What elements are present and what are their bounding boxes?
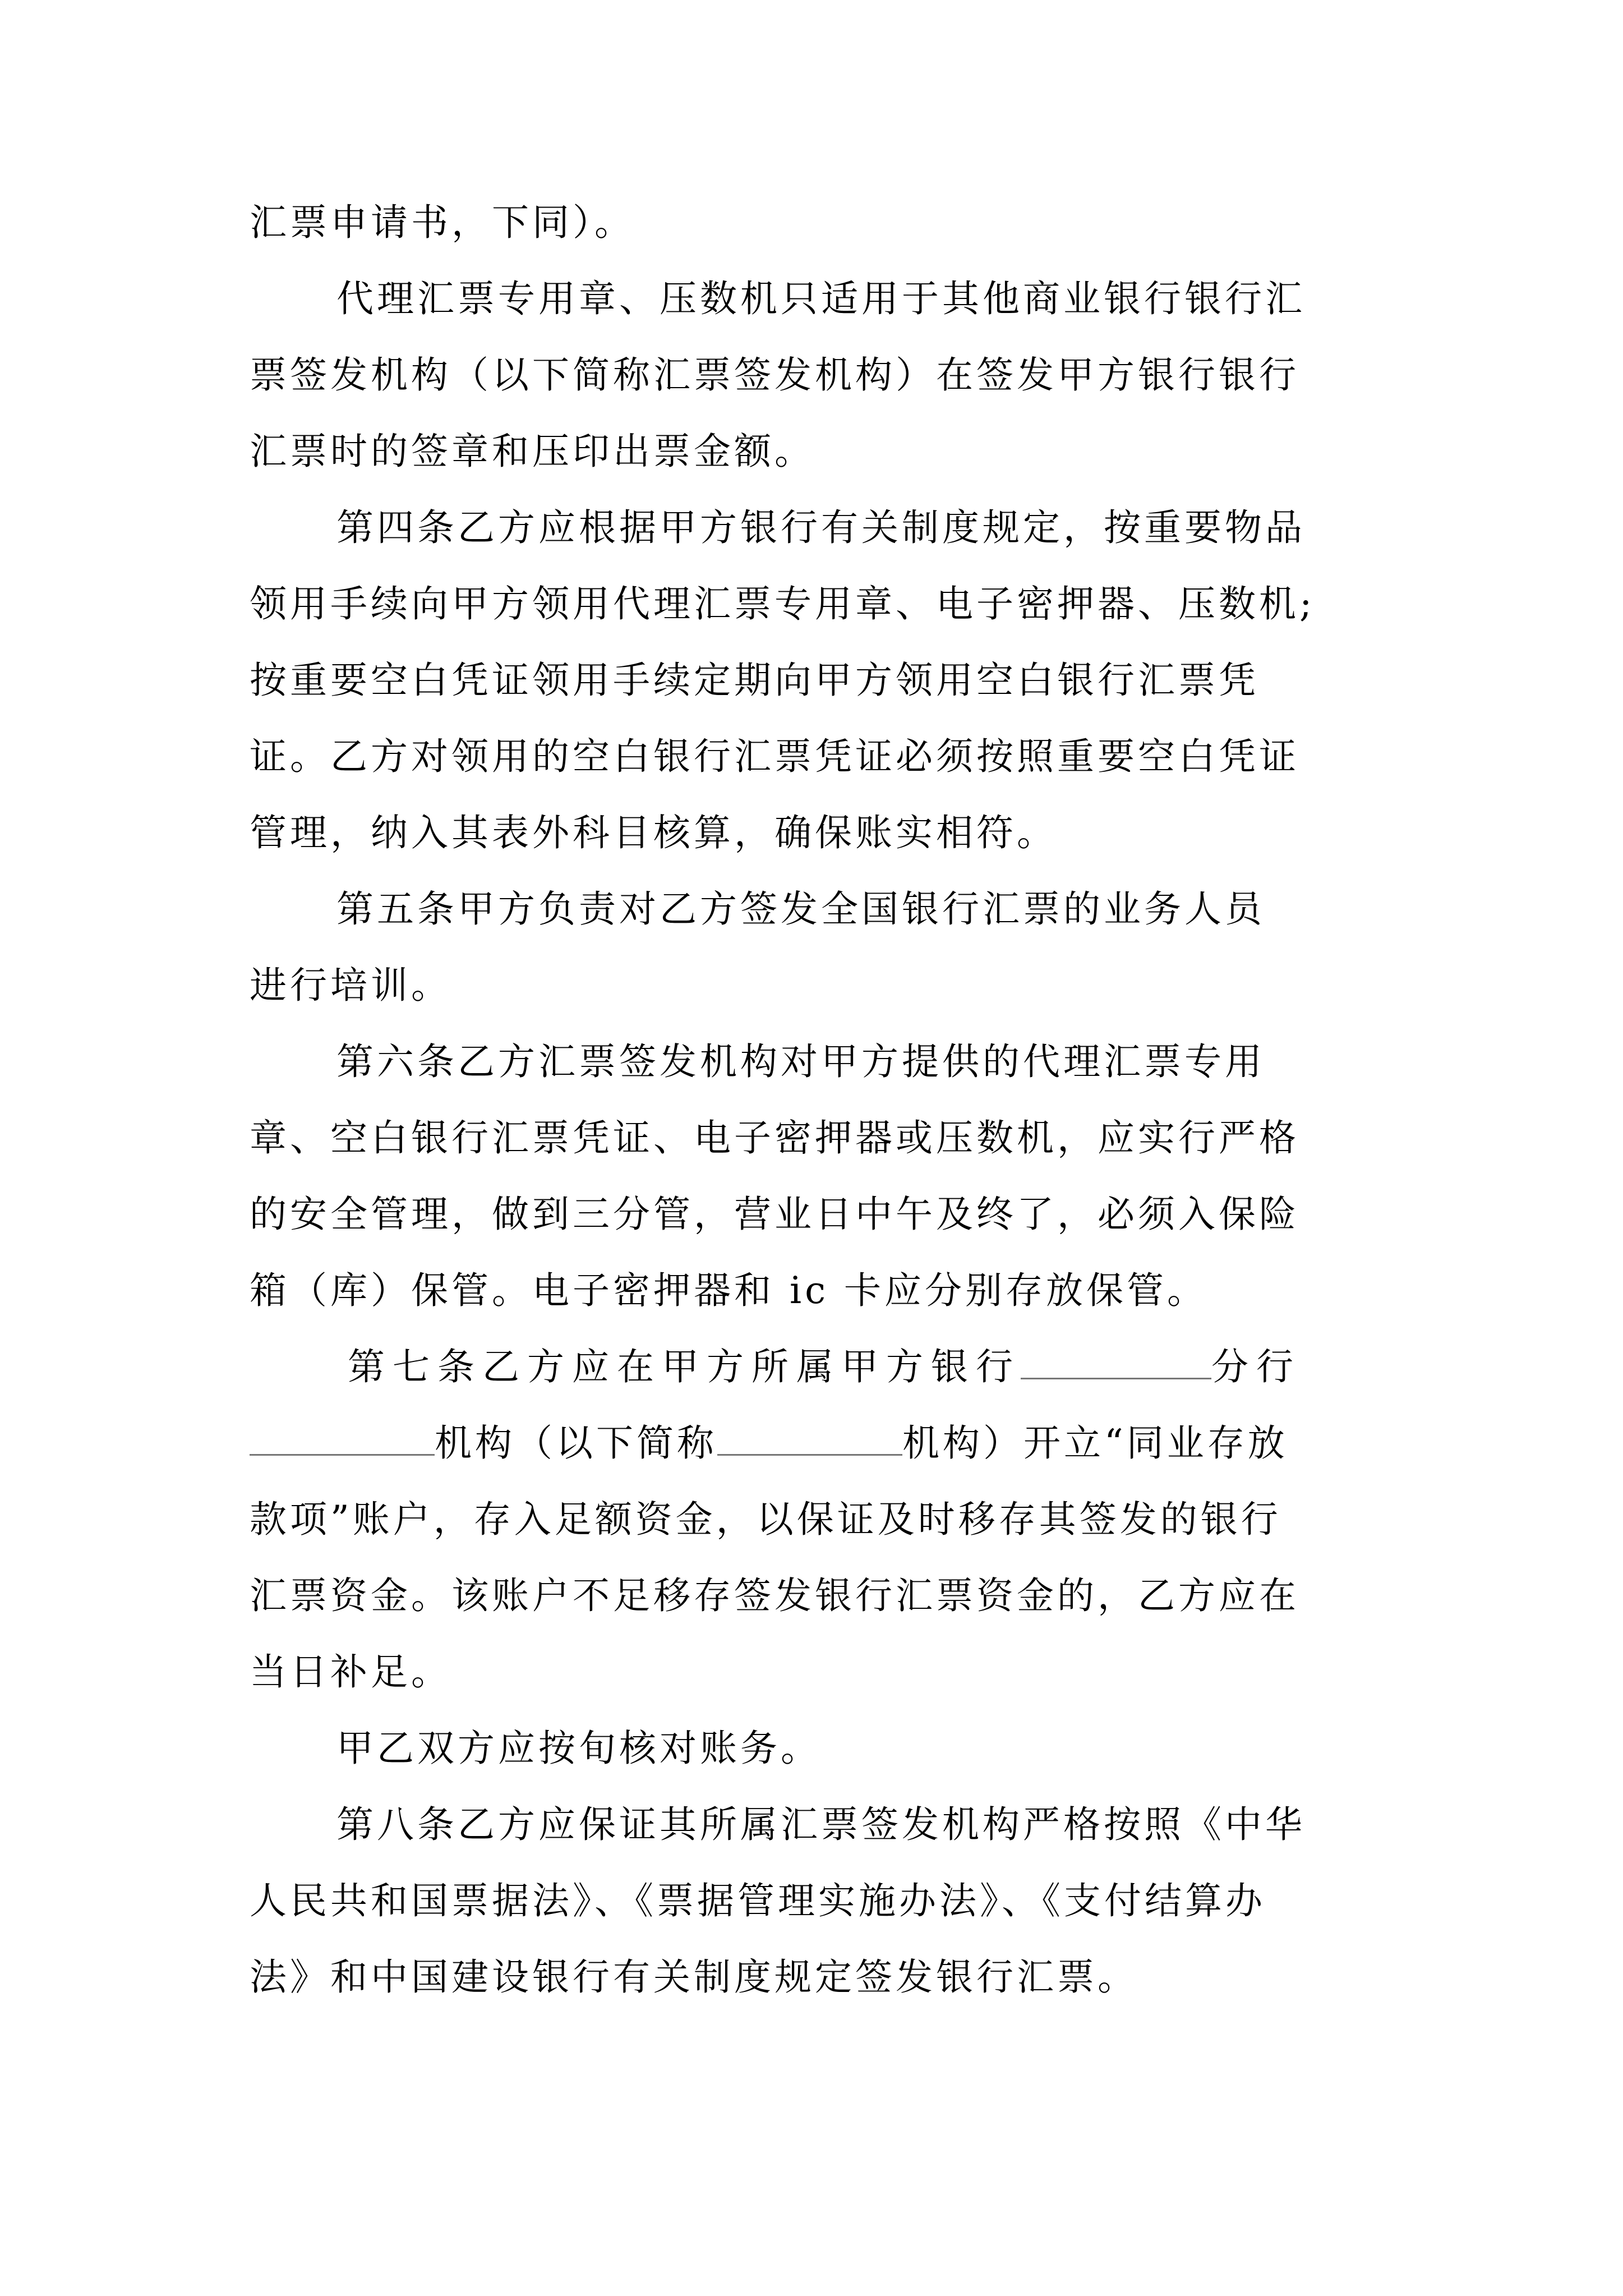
article-8-start-line: 第八条乙方应保证其所属汇票签发机构严格按照《中华: [336, 1803, 1306, 1846]
text-line: 章、空白银行汇票凭证、电子密押器或压数机，应实行严格: [250, 1116, 1299, 1159]
text-line: 汇票时的签章和压印出票金额。: [250, 430, 815, 473]
institution-line: [250, 1418, 1394, 1469]
text-line: 按重要空白凭证领用手续定期向甲方领用空白银行汇票凭: [250, 659, 1259, 702]
text-line: 领用手续向甲方领用代理汇票专用章、电子密押器、压数机;: [250, 582, 1316, 625]
blank-field-institution[interactable]: [250, 1419, 435, 1456]
text-line: 证。乙方对领用的空白银行汇票凭证必须按照重要空白凭证: [250, 735, 1299, 778]
paragraph-start-line: 代理汇票专用章、压数机只适用于其他商业银行银行汇: [336, 277, 1306, 320]
article-7-text: 第七条乙方应在甲方所属甲方银行: [348, 1345, 1021, 1388]
blank-field-branch[interactable]: [1021, 1343, 1211, 1379]
text-line: 汇票资金。该账户不足移存签发银行汇票资金的，乙方应在: [250, 1574, 1299, 1617]
text-line: 进行培训。: [250, 964, 451, 1007]
text-line: 汇票申请书，下同）。: [250, 201, 635, 244]
article-4-start-line: 第四条乙方应根据甲方银行有关制度规定，按重要物品: [336, 506, 1306, 549]
text-line: 款项”账户，存入足额资金，以保证及时移存其签发的银行: [250, 1498, 1281, 1541]
branch-label: 分行: [1211, 1345, 1301, 1388]
article-6-start-line: 第六条乙方汇票签发机构对甲方提供的代理汇票专用: [336, 1040, 1265, 1083]
text-line: 管理，纳入其表外科目核算，确保账实相符。: [250, 811, 1057, 854]
blank-field-short-name[interactable]: [717, 1419, 902, 1456]
institution-label: 机构（以下简称: [435, 1421, 717, 1465]
text-line: 法》和中国建设银行有关制度规定签发银行汇票。: [250, 1955, 1138, 1999]
text-line: 的安全管理，做到三分管，营业日中午及终了，必须入保险: [250, 1193, 1299, 1236]
article-5-start-line: 第五条甲方负责对乙方签发全国银行汇票的业务人员: [336, 887, 1265, 931]
account-text: 机构）开立“同业存放: [902, 1421, 1288, 1465]
text-line: 人民共和国票据法》、《票据管理实施办法》、《支付结算办: [250, 1879, 1266, 1922]
text-line: 箱（库）保管。电子密押器和 ic 卡应分别存放保管。: [250, 1269, 1208, 1312]
reconcile-line: 甲乙双方应按旬核对账务。: [336, 1727, 821, 1770]
article-7-start-line: [348, 1342, 1394, 1392]
text-line: 票签发机构（以下简称汇票签发机构）在签发甲方银行银行: [250, 353, 1299, 397]
text-line: 当日补足。: [250, 1650, 451, 1694]
